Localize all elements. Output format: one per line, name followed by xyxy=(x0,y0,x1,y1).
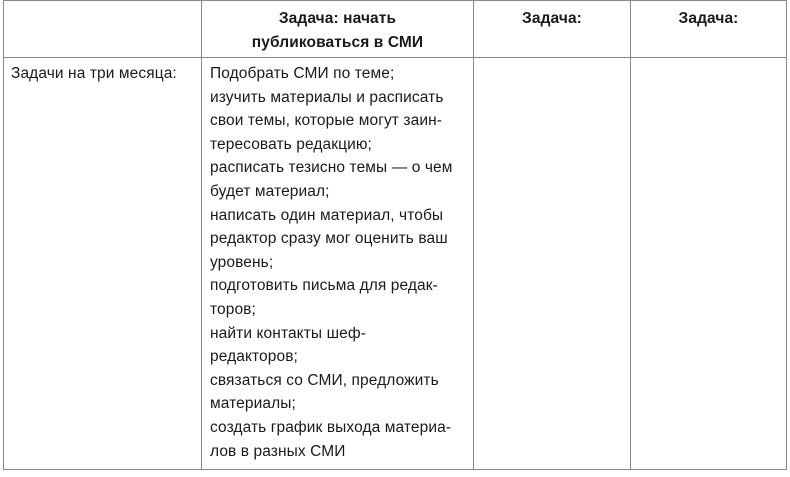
header-bottom-border xyxy=(3,57,787,58)
task-1-subtasks xyxy=(210,62,453,463)
subtask-line: будет материал; xyxy=(210,182,330,200)
subtask-line: тересовать редакцию; xyxy=(210,135,372,153)
subtask-line: торов; xyxy=(210,300,256,318)
header-cell-task-3 xyxy=(631,7,786,31)
subtask-line: найти контакты шеф- xyxy=(210,324,366,342)
subtask-line: создать график выхода материа- xyxy=(210,418,452,436)
subtask-line: Подобрать СМИ по теме; xyxy=(210,65,395,82)
subtask-line: лов в разных СМИ xyxy=(210,442,346,460)
task-table xyxy=(3,0,787,470)
column-divider-2 xyxy=(473,0,474,470)
column-divider-3 xyxy=(630,0,631,470)
subtask-line: материалы; xyxy=(210,395,296,413)
header-cell-task-1-line-2: публиковаться в СМИ xyxy=(251,33,424,51)
subtask-line: изучить материалы и расписать xyxy=(210,88,444,106)
subtask-line: подготовить письма для редак- xyxy=(210,277,438,295)
header-cell-task-3-line-1: Задача: xyxy=(678,10,739,27)
table-left-border xyxy=(3,0,4,470)
table-right-border xyxy=(786,0,787,470)
subtask-line: написать один материал, чтобы xyxy=(210,206,444,224)
header-cell-task-2 xyxy=(474,7,630,31)
table-top-border xyxy=(3,0,787,1)
subtask-line: редактор сразу мог оценить ваш xyxy=(210,230,448,248)
header-cell-task-2-line-1: Задача: xyxy=(522,10,582,27)
row-label-three-months: Задачи на три месяца: xyxy=(11,65,177,82)
table-bottom-border xyxy=(3,469,787,470)
subtask-line: редакторов; xyxy=(210,348,298,366)
subtask-line: свои темы, которые могут заин- xyxy=(210,112,443,130)
header-cell-task-1-line-1: Задача: начать xyxy=(278,10,397,27)
header-cell-task-1 xyxy=(202,7,473,54)
subtask-line: связаться со СМИ, предложить xyxy=(210,371,439,389)
subtask-line: уровень; xyxy=(210,253,274,271)
subtask-line: расписать тезисно темы — о чем xyxy=(210,159,453,177)
column-divider-1 xyxy=(201,0,202,470)
